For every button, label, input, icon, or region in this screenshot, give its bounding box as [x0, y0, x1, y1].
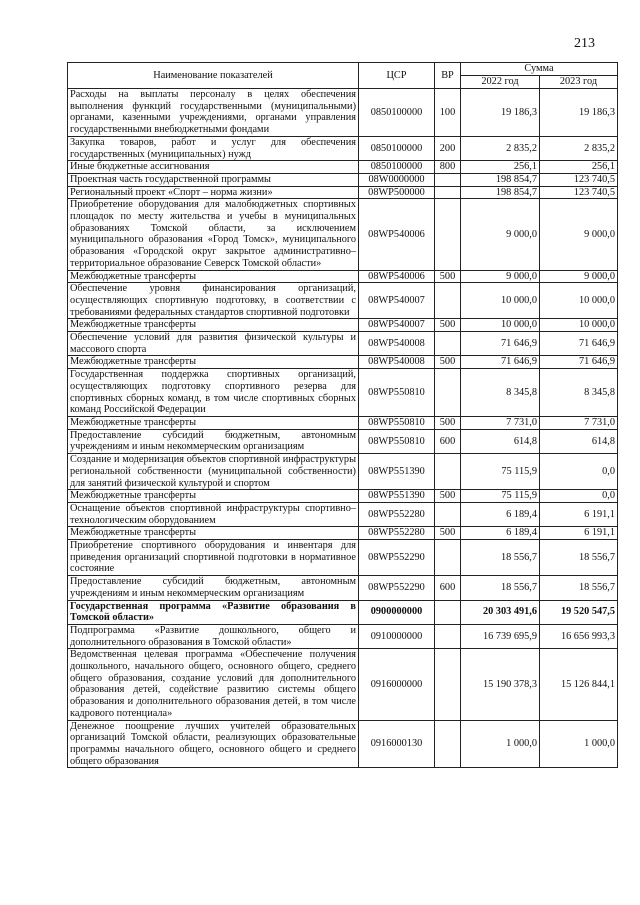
- table-row: [68, 720, 618, 768]
- table-row: [68, 649, 618, 720]
- row-code: 08WP500000: [359, 186, 435, 199]
- header-name: Наименование показателей: [68, 63, 359, 89]
- row-name: Подпрограмма «Развитие дошкольного, общего и дополнительного образования в Томской области»: [68, 624, 359, 648]
- table-row: [68, 270, 618, 283]
- row-name: Межбюджетные трансферты: [68, 527, 359, 540]
- row-sum-2022: 10 000,0: [461, 319, 540, 332]
- row-code: 0910000000: [359, 624, 435, 648]
- budget-table: [67, 62, 618, 768]
- table-body: [68, 89, 618, 768]
- table-row: [68, 283, 618, 319]
- row-code: 08W0000000: [359, 173, 435, 186]
- row-name: Межбюджетные трансферты: [68, 416, 359, 429]
- row-name: Региональный проект «Спорт – норма жизни»: [68, 186, 359, 199]
- row-code: 08WP550810: [359, 416, 435, 429]
- row-sum-2023: 19 520 547,5: [540, 600, 618, 624]
- row-vr: [435, 186, 461, 199]
- row-sum-2023: 19 186,3: [540, 89, 618, 137]
- row-name: Проектная часть государственной программы: [68, 173, 359, 186]
- row-vr: 500: [435, 270, 461, 283]
- table-row: [68, 173, 618, 186]
- table-row: [68, 600, 618, 624]
- row-sum-2023: 6 191,1: [540, 527, 618, 540]
- row-sum-2022: 1 000,0: [461, 720, 540, 768]
- table-row: [68, 454, 618, 490]
- row-vr: 500: [435, 416, 461, 429]
- row-name: Государственная программа «Развитие образования в Томской области»: [68, 600, 359, 624]
- row-sum-2022: 15 190 378,3: [461, 649, 540, 720]
- row-vr: [435, 332, 461, 356]
- row-sum-2023: 6 191,1: [540, 502, 618, 526]
- row-code: 08WP540007: [359, 283, 435, 319]
- row-code: 0850100000: [359, 136, 435, 160]
- row-sum-2023: 256,1: [540, 161, 618, 174]
- row-sum-2022: 7 731,0: [461, 416, 540, 429]
- row-sum-2023: 16 656 993,3: [540, 624, 618, 648]
- row-code: 0850100000: [359, 161, 435, 174]
- row-sum-2022: 19 186,3: [461, 89, 540, 137]
- row-sum-2023: 10 000,0: [540, 283, 618, 319]
- header-vr: ВР: [435, 63, 461, 89]
- row-name: Предоставление субсидий бюджетным, автономным учреждениям и иным некоммерческим организациям: [68, 576, 359, 600]
- row-name: Оснащение объектов спортивной инфраструктуры спортивно–технологическим оборудованием: [68, 502, 359, 526]
- row-vr: [435, 173, 461, 186]
- row-sum-2022: 18 556,7: [461, 540, 540, 576]
- table-row: [68, 89, 618, 137]
- row-vr: 600: [435, 576, 461, 600]
- row-code: 0850100000: [359, 89, 435, 137]
- table-row: [68, 369, 618, 417]
- row-sum-2023: 9 000,0: [540, 270, 618, 283]
- table-row: [68, 332, 618, 356]
- row-sum-2023: 123 740,5: [540, 186, 618, 199]
- table-row: [68, 136, 618, 160]
- row-vr: 500: [435, 319, 461, 332]
- table-row: [68, 416, 618, 429]
- row-sum-2022: 6 189,4: [461, 527, 540, 540]
- row-name: Обеспечение условий для развития физической культуры и массового спорта: [68, 332, 359, 356]
- row-sum-2022: 16 739 695,9: [461, 624, 540, 648]
- row-vr: [435, 369, 461, 417]
- row-name: Создание и модернизация объектов спортивной инфраструктуры региональной собственности (муниципальной собственности) для занятий физической культурой и спортом: [68, 454, 359, 490]
- table-row: [68, 624, 618, 648]
- table-row: [68, 490, 618, 503]
- table-row: [68, 161, 618, 174]
- header-code: ЦСР: [359, 63, 435, 89]
- table-row: [68, 356, 618, 369]
- row-name: Приобретение спортивного оборудования и инвентаря для приведения организаций спортивной подготовки в нормативное состояние: [68, 540, 359, 576]
- row-sum-2023: 2 835,2: [540, 136, 618, 160]
- row-code: 0916000000: [359, 649, 435, 720]
- row-vr: 800: [435, 161, 461, 174]
- row-vr: 600: [435, 429, 461, 453]
- row-name: Иные бюджетные ассигнования: [68, 161, 359, 174]
- row-sum-2022: 18 556,7: [461, 576, 540, 600]
- row-vr: 500: [435, 356, 461, 369]
- row-sum-2022: 9 000,0: [461, 270, 540, 283]
- row-sum-2023: 18 556,7: [540, 540, 618, 576]
- row-sum-2022: 198 854,7: [461, 173, 540, 186]
- row-sum-2022: 614,8: [461, 429, 540, 453]
- row-sum-2023: 18 556,7: [540, 576, 618, 600]
- row-vr: 200: [435, 136, 461, 160]
- row-sum-2023: 10 000,0: [540, 319, 618, 332]
- row-code: 08WP550810: [359, 369, 435, 417]
- row-vr: [435, 600, 461, 624]
- row-vr: [435, 624, 461, 648]
- row-sum-2022: 71 646,9: [461, 332, 540, 356]
- row-sum-2023: 15 126 844,1: [540, 649, 618, 720]
- row-name: Предоставление субсидий бюджетным, автономным учреждениям и иным некоммерческим организациям: [68, 429, 359, 453]
- row-name: Ведомственная целевая программа «Обеспечение получения дошкольного, начального общего, основного общего, среднего общего образования, создание условий для дополнительного образования детей, содействие развитию системы общего образования и дополнительного образования детей, в том числе кадрового потенциала»: [68, 649, 359, 720]
- table-row: [68, 540, 618, 576]
- table-row: [68, 502, 618, 526]
- row-vr: [435, 649, 461, 720]
- row-sum-2022: 75 115,9: [461, 454, 540, 490]
- row-code: 0900000000: [359, 600, 435, 624]
- row-sum-2023: 71 646,9: [540, 356, 618, 369]
- row-code: 08WP551390: [359, 454, 435, 490]
- row-code: 08WP551390: [359, 490, 435, 503]
- row-code: 08WP552280: [359, 527, 435, 540]
- row-vr: 500: [435, 490, 461, 503]
- table-row: [68, 576, 618, 600]
- row-name: Межбюджетные трансферты: [68, 319, 359, 332]
- row-sum-2022: 2 835,2: [461, 136, 540, 160]
- row-sum-2022: 198 854,7: [461, 186, 540, 199]
- row-name: Межбюджетные трансферты: [68, 356, 359, 369]
- row-code: 08WP552290: [359, 540, 435, 576]
- row-sum-2023: 0,0: [540, 454, 618, 490]
- page-number: 213: [574, 36, 595, 51]
- table-row: [68, 429, 618, 453]
- row-name: Межбюджетные трансферты: [68, 270, 359, 283]
- row-name: Приобретение оборудования для малобюджетных спортивных площадок по месту жительства и учебы в муниципальных образованиях Томской области, за исключением муниципального образования «Город Томск», муниципального образования «Городской округ закрытое административно–территориальное образование Северск Томской области»: [68, 199, 359, 270]
- row-sum-2023: 7 731,0: [540, 416, 618, 429]
- row-sum-2022: 9 000,0: [461, 199, 540, 270]
- table-row: [68, 186, 618, 199]
- header-year-2022: 2022 год: [461, 76, 540, 89]
- row-code: 08WP540006: [359, 199, 435, 270]
- row-code: 08WP540006: [359, 270, 435, 283]
- row-sum-2023: 8 345,8: [540, 369, 618, 417]
- row-sum-2023: 1 000,0: [540, 720, 618, 768]
- table-row: [68, 199, 618, 270]
- row-vr: [435, 502, 461, 526]
- table-row: [68, 319, 618, 332]
- row-sum-2022: 6 189,4: [461, 502, 540, 526]
- row-sum-2023: 0,0: [540, 490, 618, 503]
- row-code: 08WP550810: [359, 429, 435, 453]
- row-vr: [435, 199, 461, 270]
- row-name: Обеспечение уровня финансирования организаций, осуществляющих спортивную подготовку, в соответствии с требованиями федеральных стандартов спортивной подготовки: [68, 283, 359, 319]
- row-vr: [435, 540, 461, 576]
- row-sum-2023: 9 000,0: [540, 199, 618, 270]
- row-vr: [435, 283, 461, 319]
- row-code: 0916000130: [359, 720, 435, 768]
- row-vr: [435, 720, 461, 768]
- row-sum-2023: 71 646,9: [540, 332, 618, 356]
- row-vr: 100: [435, 89, 461, 137]
- row-sum-2022: 71 646,9: [461, 356, 540, 369]
- row-sum-2023: 614,8: [540, 429, 618, 453]
- row-code: 08WP552290: [359, 576, 435, 600]
- row-sum-2023: 123 740,5: [540, 173, 618, 186]
- row-vr: [435, 454, 461, 490]
- row-name: Государственная поддержка спортивных организаций, осуществляющих подготовку спортивного резерва для спортивных сборных команд, в том числе спортивных сборных команд Российской Федерации: [68, 369, 359, 417]
- row-sum-2022: 75 115,9: [461, 490, 540, 503]
- row-name: Расходы на выплаты персоналу в целях обеспечения выполнения функций государственными (муниципальными) органами, казенными учреждениями, органами управления государственными внебюджетными фондами: [68, 89, 359, 137]
- row-name: Денежное поощрение лучших учителей образовательных организаций Томской области, реализующих образовательные программы начального общего, основного общего и среднего общего образования: [68, 720, 359, 768]
- row-sum-2022: 10 000,0: [461, 283, 540, 319]
- row-vr: 500: [435, 527, 461, 540]
- row-sum-2022: 8 345,8: [461, 369, 540, 417]
- row-code: 08WP540008: [359, 332, 435, 356]
- row-name: Закупка товаров, работ и услуг для обеспечения государственных (муниципальных) нужд: [68, 136, 359, 160]
- row-sum-2022: 256,1: [461, 161, 540, 174]
- row-code: 08WP540008: [359, 356, 435, 369]
- row-code: 08WP540007: [359, 319, 435, 332]
- row-sum-2022: 20 303 491,6: [461, 600, 540, 624]
- header-year-2023: 2023 год: [540, 76, 618, 89]
- row-name: Межбюджетные трансферты: [68, 490, 359, 503]
- row-code: 08WP552280: [359, 502, 435, 526]
- table-row: [68, 527, 618, 540]
- header-sum: Сумма: [461, 63, 618, 76]
